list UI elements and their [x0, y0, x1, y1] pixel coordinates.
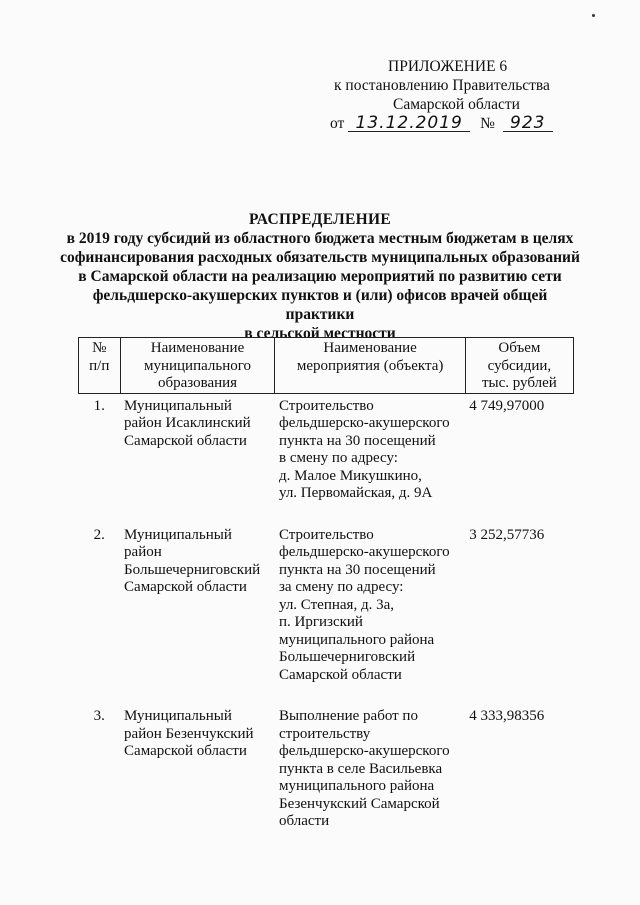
heading-line: в Самарской области на реализацию мероприятий по развитию сети: [78, 268, 562, 285]
heading-line: фельдшерско-акушерских пунктов и (или) офисов врачей общей практики: [92, 287, 548, 323]
row-num: 1.: [93, 397, 105, 414]
row-subsidy: 3 252,57736: [469, 526, 545, 543]
row-subsidy: 4 749,97000: [469, 397, 545, 414]
row-municipality: Муниципальный район Безенчукский Самарской области: [124, 708, 254, 759]
number-label: №: [480, 115, 495, 132]
row-municipality: Муниципальный район Исаклинский Самарской области: [124, 397, 251, 449]
distribution-table: [78, 337, 574, 841]
scan-dot: [592, 14, 595, 17]
heading-line: в сельской местности: [244, 325, 396, 342]
table-row: [79, 393, 574, 527]
document-heading: [60, 210, 580, 343]
row-event: Строительство фельдшерско-акушерского пункта на 30 посещений за смену по адресу: ул. Степная, д. 3а, п. Иргизский муниципального района Большечерниговский Самарской области: [278, 526, 450, 683]
header-municipality: Наименование муниципального образования: [120, 338, 275, 394]
row-num: 3.: [93, 708, 105, 724]
annex-block: [330, 57, 590, 133]
annex-title: ПРИЛОЖЕНИЕ 6: [388, 58, 508, 75]
row-subsidy: 4 333,98356: [469, 708, 545, 724]
handwritten-date: 13.12.2019: [348, 115, 470, 132]
header-subsidy: Объем субсидии, тыс. рублей: [465, 338, 573, 394]
heading-line: в 2019 году субсидий из областного бюджета местным бюджетам в целях: [66, 230, 574, 247]
row-event: Строительство фельдшерско-акушерского пункта на 30 посещений в смену по адресу: д. Малое Микушкино, ул. Первомайская, д. 9А: [278, 397, 450, 501]
header-num: № п/п: [79, 338, 121, 394]
row-event: Выполнение работ по строительству фельдшерско-акушерского пункта в селе Васильевка муниципального района Безенчукский Самарской области: [278, 708, 450, 829]
heading-line: софинансирования расходных обязательств муниципальных образований: [60, 249, 580, 266]
row-municipality: Муниципальный район Большечерниговский Самарской области: [124, 526, 261, 595]
table-row: [79, 708, 574, 841]
handwritten-number: 923: [503, 115, 553, 132]
table-row: [79, 527, 574, 709]
row-num: 2.: [93, 526, 105, 543]
annex-date-number-line: [330, 114, 590, 133]
table-header-row: [79, 338, 574, 394]
annex-resolution-line: к постановлению Правительства: [334, 77, 550, 94]
header-event: Наименование мероприятия (объекта): [275, 338, 465, 394]
from-label: от: [330, 115, 345, 132]
annex-region-line: Самарской области: [393, 96, 520, 113]
heading-title: РАСПРЕДЕЛЕНИЕ: [249, 211, 391, 228]
